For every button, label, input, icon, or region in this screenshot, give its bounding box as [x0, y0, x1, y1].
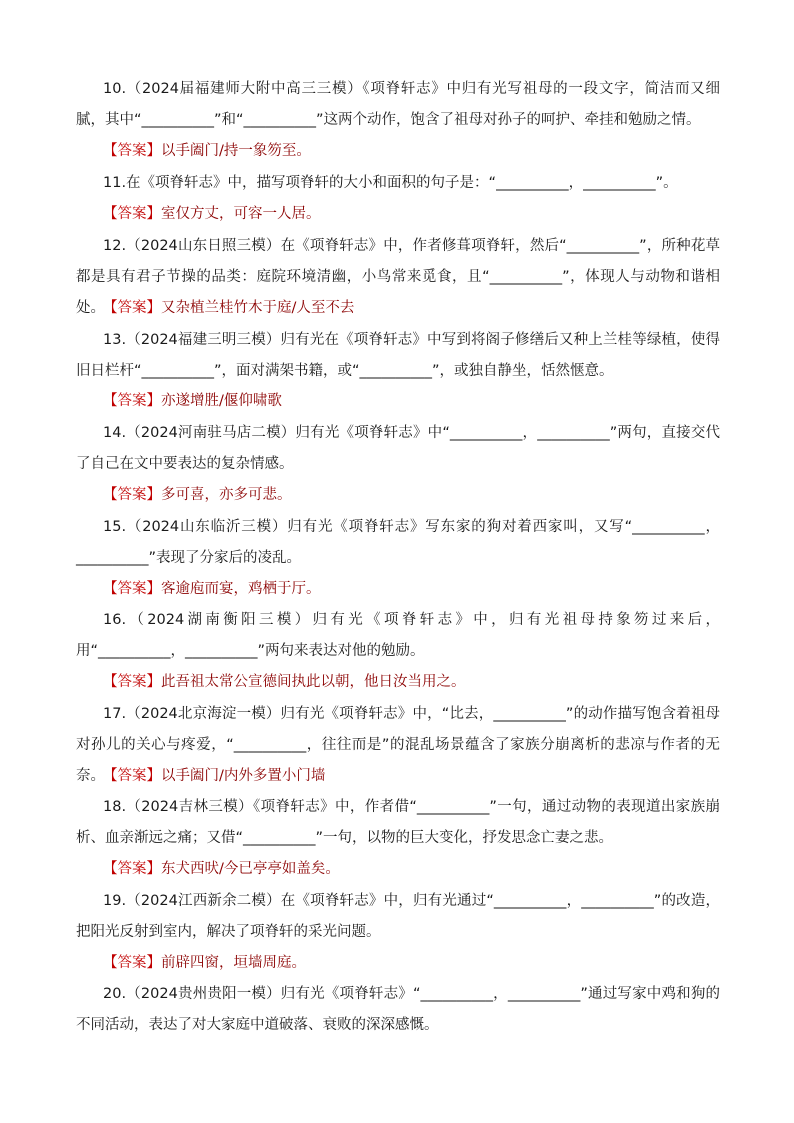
- question-12: 12.（2024山东日照三模）在《项脊轩志》中，作者修葺项脊轩，然后“__________”，所种花草都是具有君子节操的品类：庭院环境清幽，小鸟常来觅食，且“__________”，体现人与动物和谐相处。: [76, 238, 720, 316]
- question-16: 16.（2024湖南衡阳三模）归有光《项脊轩志》中，归有光祖母持象笏过来后，用“__________，__________”两句来表达对他的勉励。: [76, 612, 720, 659]
- answer-13: [103, 386, 720, 417]
- answer-tag: 【答案】: [103, 300, 161, 316]
- question-15: 15.（2024山东临沂三模）归有光《项脊轩志》写东家的狗对着西家叫，又写“__________，__________”表现了分家后的凌乱。: [76, 519, 720, 566]
- answer-text: 又杂植兰桂竹木于庭/人至不去: [161, 300, 355, 316]
- answer-12: [103, 293, 720, 324]
- answer-tag: 【答案】: [103, 861, 161, 877]
- question-11: 11.在《项脊轩志》中，描写项脊轩的大小和面积的句子是：“__________，__________”。: [103, 175, 678, 191]
- answer-tag: 【答案】: [103, 393, 161, 409]
- answer-19: [103, 948, 720, 979]
- answer-18: [103, 854, 720, 885]
- answer-text: 客逾庖而宴，鸡栖于厅。: [161, 581, 321, 597]
- question-17: 17.（2024北京海淀一模）归有光《项脊轩志》中，“比去，__________”的动作描写饱含着祖母对孙儿的关心与疼爱，“__________，往往而是”的混乱场景蕴含了家族分崩离析的悲凉与作者的无奈。: [76, 706, 720, 784]
- answer-tag: 【答案】: [103, 206, 161, 222]
- question-14: 14.（2024河南驻马店二模）归有光《项脊轩志》中“__________，__________”两句，直接交代了自己在文中要表达的复杂情感。: [76, 425, 720, 472]
- answer-17: [103, 761, 720, 792]
- answer-16: [103, 667, 720, 698]
- question-20: 20.（2024贵州贵阳一模）归有光《项脊轩志》“__________，__________”通过写家中鸡和狗的不同活动，表达了对大家庭中道破落、衰败的深深感慨。: [76, 986, 720, 1033]
- answer-14: [103, 480, 720, 511]
- answer-text: 以手阖门/持一象笏至。: [161, 143, 311, 159]
- answer-tag: 【答案】: [103, 768, 161, 784]
- answer-text: 此吾祖太常公宣德间执此以朝，他日汝当用之。: [161, 674, 466, 690]
- answer-text: 东犬西吠/今已亭亭如盖矣。: [161, 861, 340, 877]
- answer-tag: 【答案】: [103, 143, 161, 159]
- answer-10: [103, 136, 720, 167]
- answer-text: 前辟四窗，垣墙周庭。: [161, 955, 306, 971]
- answer-text: 以手阖门/内外多置小门墙: [161, 768, 326, 784]
- answer-11: [103, 199, 720, 230]
- question-18: 18.（2024吉林三模）《项脊轩志》中，作者借“__________”一句，通过动物的表现道出家族崩析、血亲渐远之痛；又借“__________”一句，以物的巨大变化，抒发思念亡妻之悲。: [76, 799, 720, 846]
- answer-tag: 【答案】: [103, 674, 161, 690]
- answer-tag: 【答案】: [103, 487, 161, 503]
- answer-tag: 【答案】: [103, 581, 161, 597]
- question-13: 13.（2024福建三明三模）归有光在《项脊轩志》中写到将阁子修缮后又种上兰桂等绿植，使得旧日栏杆“__________”，面对满架书籍，或“__________”，或独自静坐，恬然惬意。: [76, 332, 720, 379]
- answer-text: 亦遂增胜/偃仰啸歌: [161, 393, 282, 409]
- answer-text: 室仅方丈，可容一人居。: [161, 206, 321, 222]
- answer-text: 多可喜，亦多可悲。: [161, 487, 292, 503]
- answer-tag: 【答案】: [103, 955, 161, 971]
- question-19: 19.（2024江西新余二模）在《项脊轩志》中，归有光通过“__________，__________”的改造，把阳光反射到室内，解决了项脊轩的采光问题。: [76, 893, 720, 940]
- question-10: 10.（2024届福建师大附中高三三模）《项脊轩志》中归有光写祖母的一段文字，简洁而又细腻，其中“__________”和“__________”这两个动作，饱含了祖母对孙子的呵护、牵挂和勉励之情。: [76, 81, 720, 128]
- answer-15: [103, 574, 720, 605]
